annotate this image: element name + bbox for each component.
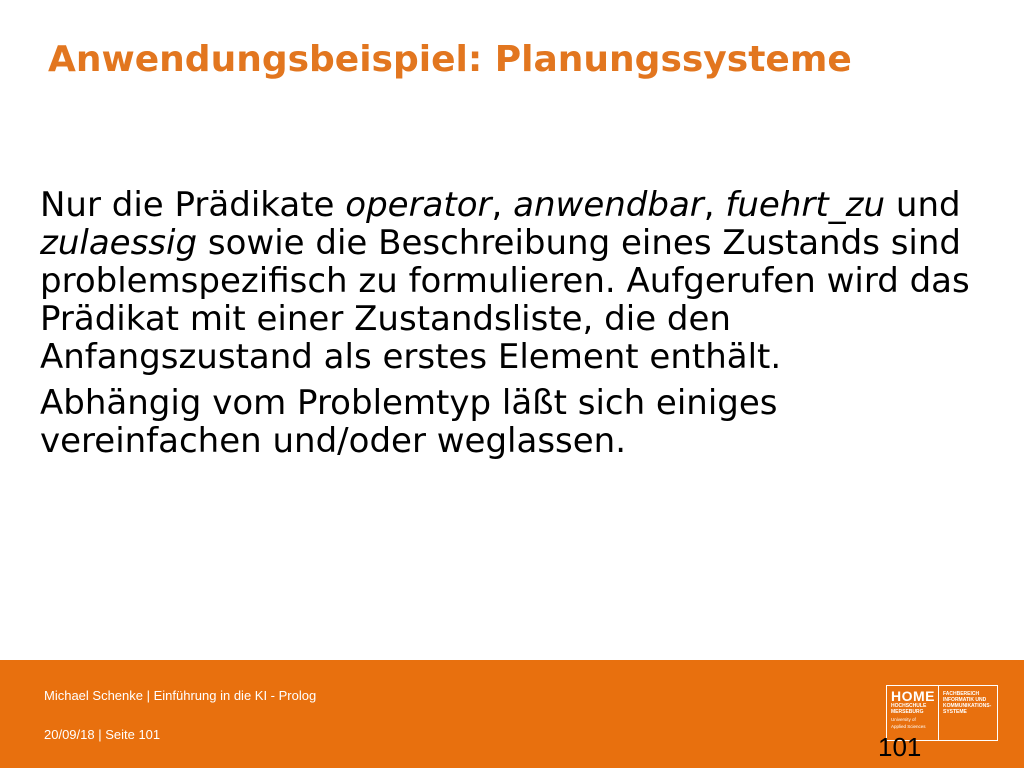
logo-mark: HOME (891, 688, 935, 704)
logo-line: Applied Sciences (891, 724, 926, 729)
logo-department (939, 686, 997, 740)
logo-dept-line: KOMMUNIKATIONS- (943, 703, 992, 709)
term-anwendbar: anwendbar (513, 185, 704, 225)
slide-body (40, 186, 1000, 460)
logo-line: HOCHSCHULE (891, 703, 927, 709)
logo-line: MERSEBURG (891, 709, 924, 715)
text-run: sowie die Beschreibung eines Zustands sind problemspezifisch zu formulieren. Aufgerufen wird das Prädikat mit einer Zustandsliste, die den Anfangszustand als erstes Element enthält. (40, 223, 970, 377)
footer-date: 20/09/18 | Seite 101 (44, 727, 161, 742)
footer-author: Michael Schenke | Einführung in die KI - Prolog (44, 688, 317, 703)
text-run: Nur die Prädikate (40, 185, 346, 225)
body-paragraph-2: Abhängig vom Problemtyp läßt sich einiges vereinfachen und/oder weglassen. (40, 383, 778, 461)
term-fuehrt-zu: fuehrt_zu (725, 185, 886, 225)
logo-dept-line: FACHBEREICH (943, 691, 980, 697)
body-paragraph-1 (40, 186, 1000, 376)
term-zulaessig: zulaessig (40, 223, 198, 263)
text-run: und (885, 185, 961, 225)
page-number: 101 (878, 732, 922, 762)
term-operator: operator (345, 185, 492, 225)
footer-bar (0, 660, 1024, 768)
text-run: , (703, 185, 726, 225)
text-run: , (491, 185, 514, 225)
logo-line: University of (891, 717, 916, 722)
slide-title: Anwendungsbeispiel: Planungssysteme (48, 39, 852, 80)
logo-dept-line: SYSTEME (943, 709, 967, 715)
logo-dept-line: INFORMATIK UND (943, 697, 987, 703)
